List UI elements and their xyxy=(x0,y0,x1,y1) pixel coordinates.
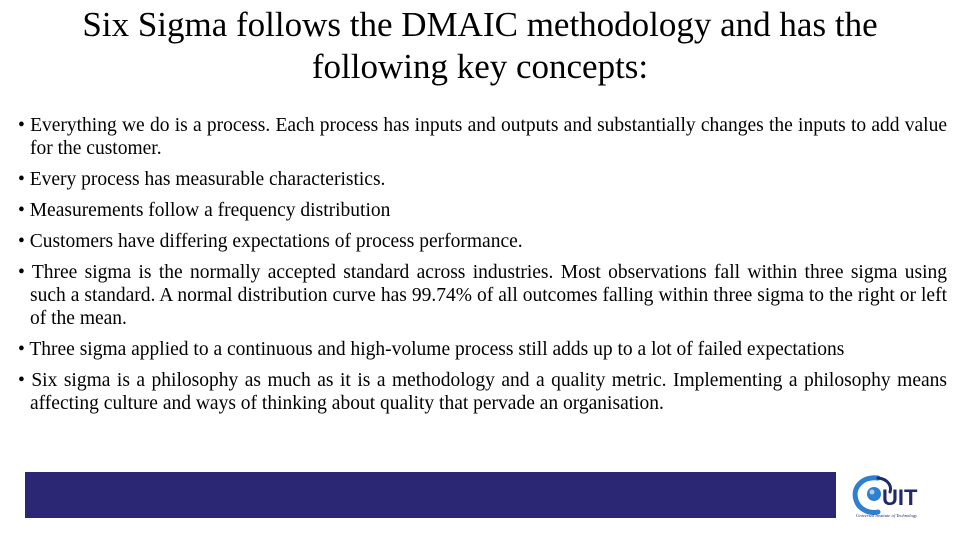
bullet-item xyxy=(18,114,947,160)
bullet-text: Every process has measurable characteristics. xyxy=(29,169,386,190)
bullet-text: Measurements follow a frequency distribution xyxy=(29,200,391,221)
bullet-marker: • xyxy=(18,262,25,283)
bullet-text: Six sigma is a philosophy as much as it is a methodology and a quality metric. Implementing a philosophy means affecting culture and ways of thinking about quality that pervade an organisation. xyxy=(30,370,947,414)
bullet-text: Everything we do is a process. Each process has inputs and outputs and substantially changes the inputs to add value for the customer. xyxy=(30,115,947,159)
logo-tagline: Universal Institute of Technology xyxy=(856,513,918,518)
logo-wordmark: UIT xyxy=(882,485,918,510)
bullet-marker: • xyxy=(18,200,25,221)
bullet-item xyxy=(18,168,947,191)
bullet-marker: • xyxy=(18,339,25,360)
uit-logo-icon xyxy=(848,470,944,524)
bullet-marker: • xyxy=(18,370,25,391)
bullet-marker: • xyxy=(18,231,25,252)
bullet-item xyxy=(18,230,947,253)
uit-logo xyxy=(848,470,944,524)
bullet-text: Three sigma applied to a continuous and high-volume process still adds up to a lot of failed expectations xyxy=(29,339,845,360)
bullet-item xyxy=(18,261,947,330)
bullet-text: Customers have differing expectations of process performance. xyxy=(29,231,523,252)
footer-bar xyxy=(25,472,836,518)
bullet-marker: • xyxy=(18,115,25,136)
bullet-item xyxy=(18,369,947,415)
bullet-text: Three sigma is the normally accepted standard across industries. Most observations fall within three sigma using such a standard. A normal distribution curve has 99.74% of all outcomes falling within three sigma to the right or left of the mean. xyxy=(30,262,947,329)
bullet-item xyxy=(18,338,947,361)
bullet-item xyxy=(18,199,947,222)
slide-title: Six Sigma follows the DMAIC methodology and has the following key concepts: xyxy=(82,5,878,86)
bullet-marker: • xyxy=(18,169,25,190)
bullet-list xyxy=(18,114,947,423)
